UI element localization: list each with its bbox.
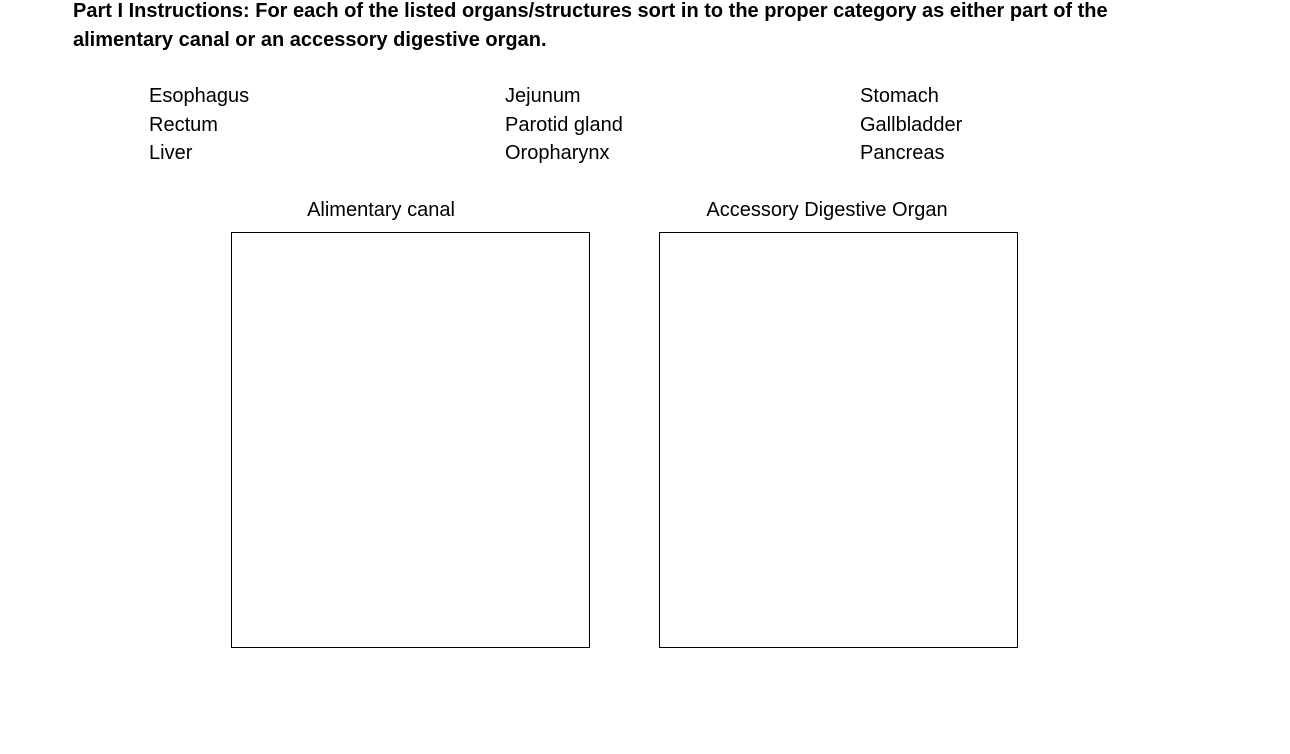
accessory-organ-drop-box[interactable] <box>659 232 1018 648</box>
alimentary-canal-label: Alimentary canal <box>307 199 455 221</box>
organ-item-jejunum[interactable]: Jejunum <box>505 85 581 107</box>
organ-item-oropharynx[interactable]: Oropharynx <box>505 142 610 164</box>
instructions-text: Part I Instructions: For each of the listed organs/structures sort in to the proper category as either part of the alimentary canal or an accessory digestive organ. <box>73 0 1108 51</box>
organ-item-liver[interactable]: Liver <box>149 142 193 164</box>
organ-list-column-1 <box>149 82 249 168</box>
organ-item-esophagus[interactable]: Esophagus <box>149 85 250 107</box>
organ-item-parotid-gland[interactable]: Parotid gland <box>505 113 623 136</box>
organ-item-rectum[interactable]: Rectum <box>149 113 218 136</box>
alimentary-canal-drop-box[interactable] <box>231 232 590 648</box>
organ-item-gallbladder[interactable]: Gallbladder <box>860 113 963 136</box>
accessory-organ-label: Accessory Digestive Organ <box>706 199 948 221</box>
organ-item-stomach[interactable]: Stomach <box>860 85 939 107</box>
organ-item-pancreas[interactable]: Pancreas <box>860 142 945 164</box>
organ-list-column-3 <box>860 82 962 168</box>
organ-list-column-2 <box>505 82 623 168</box>
